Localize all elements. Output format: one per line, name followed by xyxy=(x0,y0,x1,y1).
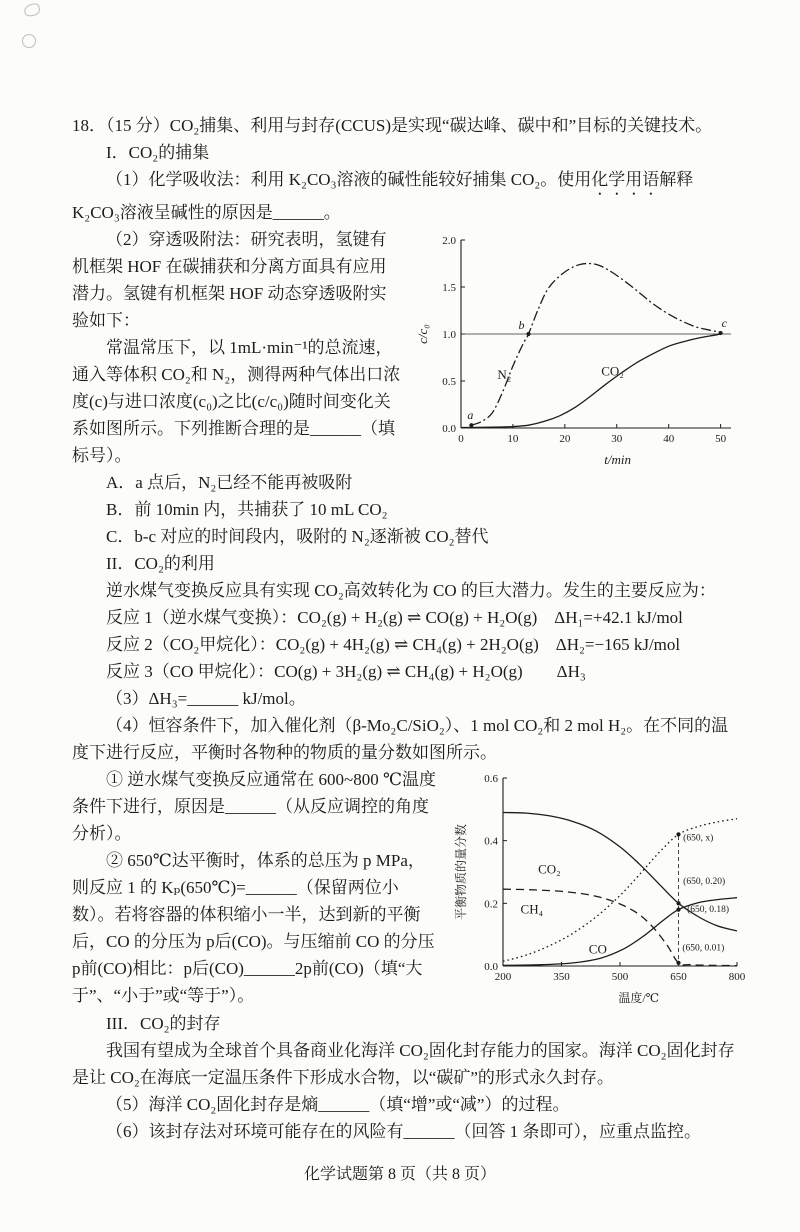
question-intro: 18．（15 分）CO₂捕集、利用与封存(CCUS)是实现“碳达峰、碳中和”目标的关键技术。 xyxy=(72,116,713,135)
svg-text:1.5: 1.5 xyxy=(442,282,456,294)
svg-text:(650, 0.20): (650, 0.20) xyxy=(683,876,726,887)
svg-text:(650, x): (650, x) xyxy=(683,833,714,844)
svg-text:b: b xyxy=(518,318,525,332)
svg-text:0: 0 xyxy=(458,433,464,445)
para-1-lead: （1）化学吸收法：利用 K₂CO₃溶液的碱性能较好捕集 CO₂。使用 xyxy=(106,170,592,189)
svg-text:CO₂: CO₂ xyxy=(601,363,624,379)
svg-text:CO: CO xyxy=(588,941,607,957)
svg-text:2.0: 2.0 xyxy=(442,235,456,247)
svg-text:a: a xyxy=(467,408,474,423)
svg-text:c: c xyxy=(721,316,727,331)
scan-artifact xyxy=(22,34,36,48)
section-heading-capture: I．CO₂的捕集 xyxy=(106,143,210,162)
svg-text:0.2: 0.2 xyxy=(484,898,498,911)
svg-text:N₂: N₂ xyxy=(497,367,512,383)
option-a: A．a 点后，N₂已经不能再被吸附 xyxy=(106,473,353,492)
para-chemical-absorption xyxy=(72,166,745,226)
para-1-tail: 解释 K₂CO₃溶液呈碱性的原因是______。 xyxy=(72,170,694,222)
svg-text:350: 350 xyxy=(553,971,570,983)
para-experiment-desc: 常温常压下，以 1mL·min⁻¹的总流速，通入等体积 CO₂和 N₂，测得两种气体出口浓度(c)与进口浓度(c₀)之比(c/c₀)随时间变化关系如图所示。下列推断合理的是______（填标号）。 xyxy=(72,338,401,465)
svg-text:(650, 0.18): (650, 0.18) xyxy=(687,905,730,916)
svg-text:0.0: 0.0 xyxy=(442,423,456,435)
svg-text:200: 200 xyxy=(494,971,512,983)
svg-text:c/c₀: c/c₀ xyxy=(415,324,430,344)
svg-text:0.0: 0.0 xyxy=(484,961,498,973)
svg-text:CO₂: CO₂ xyxy=(538,861,561,877)
svg-text:1.0: 1.0 xyxy=(442,329,456,341)
svg-text:0.5: 0.5 xyxy=(442,376,456,388)
para-q4: （4）恒容条件下，加入催化剂（β-Mo₂C/SiO₂）、1 mol CO₂和 2 mol H₂。在不同的温度下进行反应，平衡时各物种的物质的量分数如图所示。 xyxy=(72,716,729,762)
svg-text:温度/℃: 温度/℃ xyxy=(618,991,660,1005)
para-q4-2: ② 650℃达平衡时，体系的总压为 p MPa，则反应 1 的 Kₚ(650℃)=______（保留两位小数）。若将容器的体积缩小一半，达到新的平衡后，CO 的分压为 p后(CO)。与压缩前 CO 的分压 p前(CO)相比：p后(CO)______2p前(CO)（填“大于”、“小于”或“等于”）。 xyxy=(72,851,435,1005)
reaction-2: 反应 2（CO₂甲烷化）：CO₂(g) + 4H₂(g) ⇌ CH₄(g) + 2H₂O(g) ΔH₂=−165 kJ/mol xyxy=(106,635,681,654)
svg-text:20: 20 xyxy=(559,433,571,445)
reaction-1: 反应 1（逆水煤气变换）：CO₂(g) + H₂(g) ⇌ CO(g) + H₂O(g) ΔH₁=+42.1 kJ/mol xyxy=(106,608,683,627)
svg-text:CH₄: CH₄ xyxy=(520,901,544,917)
emphasis-chemical-language: 化学用语 xyxy=(591,170,660,189)
para-utilization-intro: 逆水煤气变换反应具有实现 CO₂高效转化为 CO 的巨大潜力。发生的主要反应为： xyxy=(106,581,716,600)
equilibrium-chart xyxy=(453,768,745,1006)
para-q5: （5）海洋 CO₂固化封存是熵______（填“增”或“减”）的过程。 xyxy=(106,1095,570,1114)
svg-text:(650, 0.01): (650, 0.01) xyxy=(682,943,725,954)
para-q6: （6）该封存法对环境可能存在的风险有______（回答 1 条即可），应重点监控。 xyxy=(106,1122,701,1141)
reaction-3: 反应 3（CO 甲烷化）：CO(g) + 3H₂(g) ⇌ CH₄(g) + H₂O(g) ΔH₃ xyxy=(106,662,586,681)
para-adsorption-method: （2）穿透吸附法：研究表明，氢键有机框架 HOF 在碳捕获和分离方面具有应用潜力。氢键有机框架 HOF 动态穿透吸附实验如下： xyxy=(72,230,387,330)
svg-text:500: 500 xyxy=(611,971,629,983)
svg-text:平衡物质的量分数: 平衡物质的量分数 xyxy=(454,823,468,921)
para-q3: （3）ΔH₃=______ kJ/mol。 xyxy=(106,689,306,708)
svg-text:0.6: 0.6 xyxy=(484,773,498,785)
svg-text:0.4: 0.4 xyxy=(484,835,498,848)
para-q4-1: ① 逆水煤气变换反应通常在 600~800 ℃温度条件下进行，原因是______（从反应调控的角度分析）。 xyxy=(72,770,436,843)
breakthrough-figure xyxy=(415,228,745,468)
svg-text:50: 50 xyxy=(715,433,727,445)
section-heading-utilization: II．CO₂的利用 xyxy=(106,554,215,573)
equilibrium-figure xyxy=(453,768,745,1006)
breakthrough-chart xyxy=(415,228,745,468)
option-b: B．前 10min 内，共捕获了 10 mL CO₂ xyxy=(106,500,388,519)
section-heading-storage: III．CO₂的封存 xyxy=(106,1014,221,1033)
page-footer: 化学试题第 8 页（共 8 页） xyxy=(303,1166,496,1183)
svg-text:800: 800 xyxy=(728,971,745,983)
svg-text:t/min: t/min xyxy=(604,452,631,467)
svg-text:650: 650 xyxy=(670,971,687,983)
svg-text:30: 30 xyxy=(611,433,623,445)
svg-text:10: 10 xyxy=(507,433,519,445)
para-storage-intro: 我国有望成为全球首个具备商业化海洋 CO₂固化封存能力的国家。海洋 CO₂固化封存是让 CO₂在海底一定温压条件下形成水合物，以“碳矿”的形式永久封存。 xyxy=(72,1041,735,1087)
svg-text:40: 40 xyxy=(663,433,675,445)
option-c: C．b-c 对应的时间段内，吸附的 N₂逐渐被 CO₂替代 xyxy=(106,527,489,546)
